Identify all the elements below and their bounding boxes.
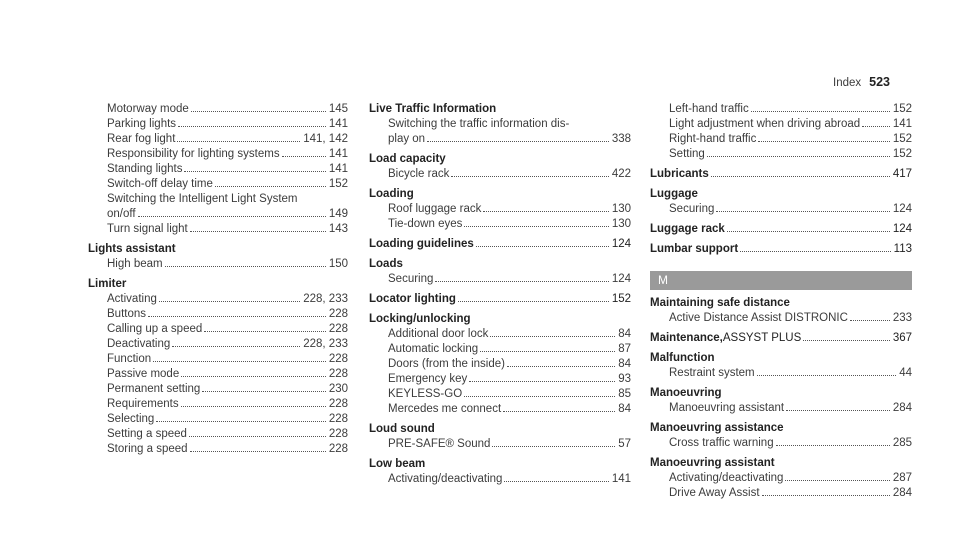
- index-subentry: Manoeuvring assistant: [669, 402, 785, 414]
- index-entry: [369, 312, 631, 417]
- page-reference[interactable]: 124: [892, 203, 912, 215]
- index-heading: Luggage rack: [650, 223, 725, 235]
- index-subentry: Automatic locking: [388, 343, 479, 355]
- index-subentry-row[interactable]: [88, 337, 348, 352]
- index-subentry: Doors (from the inside): [388, 358, 505, 370]
- index-heading: Live Traffic Information: [369, 103, 497, 115]
- index-subentry: Switching the Intelligent Light System: [107, 193, 298, 205]
- index-heading-row[interactable]: [369, 237, 631, 252]
- index-subentry-row[interactable]: [88, 307, 348, 322]
- page-reference[interactable]: 367: [892, 332, 912, 344]
- page-reference[interactable]: 124: [892, 223, 912, 235]
- index-column-2: [369, 102, 631, 487]
- index-subentry: Active Distance Assist DISTRONIC: [669, 312, 848, 324]
- page-reference[interactable]: 228: [328, 368, 348, 380]
- index-subentry: High beam: [107, 258, 163, 270]
- index-heading: Manoeuvring assistant: [650, 457, 775, 469]
- dot-leader: [464, 396, 615, 397]
- index-subentry-row[interactable]: [650, 117, 912, 132]
- page-reference[interactable]: 228: [328, 413, 348, 425]
- dot-leader: [862, 126, 890, 127]
- page-reference[interactable]: 84: [618, 358, 631, 370]
- page-reference[interactable]: 141: [892, 118, 912, 130]
- index-subentry-row[interactable]: [88, 162, 348, 177]
- index-entry: [369, 292, 631, 307]
- index-label: Index: [833, 77, 862, 89]
- index-subentry: Mercedes me connect: [388, 403, 502, 415]
- page-reference[interactable]: 85: [618, 388, 631, 400]
- dot-leader: [507, 366, 615, 367]
- index-heading: Loads: [369, 258, 403, 270]
- index-subentry: Activating/deactivating: [388, 473, 503, 485]
- page-reference[interactable]: 44: [899, 367, 912, 379]
- dot-leader: [172, 346, 300, 347]
- page-reference[interactable]: 145: [328, 103, 348, 115]
- index-subentry-row[interactable]: [88, 442, 348, 457]
- index-heading-row[interactable]: [650, 331, 912, 346]
- index-subentry: Parking lights: [107, 118, 177, 130]
- page-reference[interactable]: 124: [611, 238, 631, 250]
- dot-leader: [785, 480, 889, 481]
- index-subentry: Switching the traffic information dis-: [388, 118, 570, 130]
- index-entry: [650, 102, 912, 162]
- index-heading-row[interactable]: [650, 421, 912, 436]
- page-reference[interactable]: 57: [618, 438, 631, 450]
- index-entry: [369, 187, 631, 232]
- index-heading-row[interactable]: [369, 187, 631, 202]
- index-subentry-row[interactable]: [369, 342, 631, 357]
- index-subentry: Right-hand traffic: [669, 133, 757, 145]
- index-subentry-row[interactable]: [369, 167, 631, 182]
- index-subentry-row[interactable]: [88, 117, 348, 132]
- index-heading: Maintaining safe distance: [650, 297, 790, 309]
- index-subentry: Securing: [388, 273, 434, 285]
- dot-leader: [480, 351, 615, 352]
- index-heading: Malfunction: [650, 352, 715, 364]
- index-entry: [650, 386, 912, 416]
- page-reference[interactable]: 143: [328, 223, 348, 235]
- index-subentry-row[interactable]: [650, 132, 912, 147]
- index-subentry-row[interactable]: [650, 147, 912, 162]
- index-subentry: KEYLESS-GO: [388, 388, 463, 400]
- index-subentry: Function: [107, 353, 152, 365]
- index-entry: [650, 242, 912, 257]
- page-reference[interactable]: 152: [892, 133, 912, 145]
- page-reference[interactable]: 228: [328, 443, 348, 455]
- index-subentry-row[interactable]: [369, 402, 631, 417]
- index-entry: [369, 237, 631, 252]
- index-subentry-row[interactable]: [88, 382, 348, 397]
- index-heading-row[interactable]: [650, 187, 912, 202]
- index-heading: Limiter: [88, 278, 127, 290]
- page-reference[interactable]: 141, 142: [303, 133, 348, 145]
- dot-leader: [490, 336, 615, 337]
- index-subentry-row[interactable]: [369, 272, 631, 287]
- page-reference[interactable]: 228: [328, 353, 348, 365]
- index-subentry: Drive Away Assist: [669, 487, 760, 499]
- index-heading: Loading guidelines: [369, 238, 474, 250]
- dot-leader: [178, 126, 326, 127]
- page-reference[interactable]: 228: [328, 323, 348, 335]
- dot-leader: [153, 361, 326, 362]
- dot-leader: [165, 266, 326, 267]
- index-subentry-row[interactable]: [650, 486, 912, 501]
- index-subentry-row[interactable]: [369, 387, 631, 402]
- index-heading: Luggage: [650, 188, 698, 200]
- dot-leader: [762, 495, 890, 496]
- dot-leader: [776, 445, 890, 446]
- page-reference[interactable]: 149: [328, 208, 348, 220]
- page-reference[interactable]: 113: [893, 243, 912, 255]
- index-heading: Locator lighting: [369, 293, 456, 305]
- index-heading: Maintenance,: [650, 332, 723, 344]
- dot-leader: [181, 376, 326, 377]
- index-subentry: Activating/deactivating: [669, 472, 784, 484]
- dot-leader: [156, 421, 326, 422]
- dot-leader: [464, 226, 608, 227]
- index-subentry-row[interactable]: [88, 412, 348, 427]
- index-subentry: Motorway mode: [107, 103, 189, 115]
- index-subentry-row[interactable]: [369, 437, 631, 452]
- index-subentry-row[interactable]: [88, 132, 348, 147]
- index-subentry-row[interactable]: [88, 192, 348, 207]
- dot-leader: [435, 281, 608, 282]
- page-reference[interactable]: 338: [611, 133, 631, 145]
- index-subentry-row[interactable]: [369, 202, 631, 217]
- dot-leader: [282, 156, 326, 157]
- index-subentry: play on: [388, 133, 426, 145]
- dot-leader: [159, 301, 300, 302]
- page-reference[interactable]: 228: [328, 428, 348, 440]
- page-reference[interactable]: 152: [892, 103, 912, 115]
- index-entry: [369, 102, 631, 147]
- page-reference[interactable]: 152: [328, 178, 348, 190]
- index-heading-row[interactable]: [650, 296, 912, 311]
- page-reference[interactable]: 93: [618, 373, 631, 385]
- index-heading-row[interactable]: [650, 351, 912, 366]
- index-heading-extra: ASSYST PLUS: [722, 332, 802, 344]
- index-subentry-row[interactable]: [650, 311, 912, 326]
- dot-leader: [190, 231, 326, 232]
- index-subentry: Additional door lock: [388, 328, 489, 340]
- index-entry: [650, 222, 912, 237]
- index-subentry-row[interactable]: [650, 471, 912, 486]
- dot-leader: [190, 451, 326, 452]
- index-subentry: Setting a speed: [107, 428, 187, 440]
- index-subentry-row[interactable]: [369, 357, 631, 372]
- dot-leader: [458, 301, 609, 302]
- index-entry: [650, 167, 912, 182]
- page-reference[interactable]: 141: [328, 148, 348, 160]
- dot-leader: [189, 436, 326, 437]
- page-reference[interactable]: 152: [892, 148, 912, 160]
- index-heading: Lights assistant: [88, 243, 176, 255]
- index-heading-row[interactable]: [369, 312, 631, 327]
- page-reference[interactable]: 284: [892, 487, 912, 499]
- index-subentry: Securing: [669, 203, 715, 215]
- index-entry: [650, 296, 912, 326]
- dot-leader: [716, 211, 889, 212]
- index-heading: Loading: [369, 188, 414, 200]
- index-column-3: [650, 102, 912, 501]
- index-subentry: Standing lights: [107, 163, 183, 175]
- page-reference[interactable]: 422: [611, 168, 631, 180]
- index-subentry-row[interactable]: [88, 292, 348, 307]
- page-reference[interactable]: 228: [328, 398, 348, 410]
- index-heading-row[interactable]: [369, 152, 631, 167]
- page-reference[interactable]: 228, 233: [303, 293, 348, 305]
- page-reference[interactable]: 141: [328, 163, 348, 175]
- index-subentry: Storing a speed: [107, 443, 188, 455]
- dot-leader: [148, 316, 326, 317]
- index-heading: Locking/unlocking: [369, 313, 471, 325]
- page-reference[interactable]: 285: [892, 437, 912, 449]
- index-entry: [650, 351, 912, 381]
- dot-leader: [503, 411, 615, 412]
- index-heading: Lubricants: [650, 168, 709, 180]
- index-heading-row[interactable]: [88, 242, 348, 257]
- index-entry: [650, 421, 912, 451]
- index-entry: [88, 242, 348, 272]
- index-heading-row[interactable]: [369, 457, 631, 472]
- index-subentry-row[interactable]: [650, 102, 912, 117]
- index-entry: [369, 422, 631, 452]
- dot-leader: [138, 216, 326, 217]
- index-subentry: PRE-SAFE® Sound: [388, 438, 491, 450]
- dot-leader: [451, 176, 608, 177]
- index-heading-row[interactable]: [650, 386, 912, 401]
- index-subentry: Requirements: [107, 398, 179, 410]
- index-subentry: Turn signal light: [107, 223, 188, 235]
- index-subentry: Light adjustment when driving abroad: [669, 118, 861, 130]
- index-entry: [650, 331, 912, 346]
- dot-leader: [711, 176, 890, 177]
- index-subentry-row[interactable]: [650, 436, 912, 451]
- index-entry: [88, 277, 348, 457]
- index-heading-row[interactable]: [369, 292, 631, 307]
- page-reference[interactable]: 84: [618, 403, 631, 415]
- index-subentry-row[interactable]: [88, 177, 348, 192]
- dot-leader: [803, 340, 890, 341]
- index-subentry: on/off: [107, 208, 136, 220]
- page-reference[interactable]: 284: [892, 402, 912, 414]
- page-reference[interactable]: 87: [618, 343, 631, 355]
- index-heading: Lumbar support: [650, 243, 739, 255]
- page-reference[interactable]: 152: [611, 293, 631, 305]
- dot-leader: [786, 410, 890, 411]
- index-entry: [369, 152, 631, 182]
- dot-leader: [758, 141, 889, 142]
- index-subentry: Emergency key: [388, 373, 468, 385]
- index-subentry: Cross traffic warning: [669, 437, 774, 449]
- index-subentry-row[interactable]: [650, 202, 912, 217]
- index-column-1: [88, 102, 348, 457]
- index-subentry: Setting: [669, 148, 705, 160]
- index-subentry: Permanent setting: [107, 383, 201, 395]
- index-subentry: Restraint system: [669, 367, 755, 379]
- dot-leader: [492, 446, 615, 447]
- dot-leader: [740, 251, 890, 252]
- index-subentry: Calling up a speed: [107, 323, 203, 335]
- dot-leader: [483, 211, 608, 212]
- index-heading-row[interactable]: [369, 422, 631, 437]
- dot-leader: [751, 111, 890, 112]
- index-subentry: Roof luggage rack: [388, 203, 482, 215]
- index-entry: [369, 257, 631, 287]
- index-subentry-row[interactable]: [88, 367, 348, 382]
- page-reference[interactable]: 130: [611, 218, 631, 230]
- page-reference[interactable]: 124: [611, 273, 631, 285]
- index-subentry-row[interactable]: [369, 372, 631, 387]
- index-subentry: Passive mode: [107, 368, 180, 380]
- dot-leader: [202, 391, 325, 392]
- index-subentry-row[interactable]: [369, 217, 631, 232]
- index-subentry: Switch-off delay time: [107, 178, 213, 190]
- index-heading: Load capacity: [369, 153, 446, 165]
- index-subentry: Bicycle rack: [388, 168, 450, 180]
- index-subentry: Rear fog light: [107, 133, 176, 145]
- index-heading: Loud sound: [369, 423, 435, 435]
- page-reference[interactable]: 130: [611, 203, 631, 215]
- dot-leader: [215, 186, 326, 187]
- dot-leader: [850, 320, 890, 321]
- index-subentry: Deactivating: [107, 338, 171, 350]
- index-subentry: Left-hand traffic: [669, 103, 749, 115]
- index-heading-row[interactable]: [650, 242, 912, 257]
- index-entry: [650, 187, 912, 217]
- page-reference[interactable]: 141: [328, 118, 348, 130]
- page-reference[interactable]: 150: [328, 258, 348, 270]
- index-entry: [650, 456, 912, 501]
- index-heading-row[interactable]: [369, 102, 631, 117]
- index-subentry-row[interactable]: [369, 132, 631, 147]
- dot-leader: [757, 375, 897, 376]
- index-subentry-row[interactable]: [88, 207, 348, 222]
- index-subentry-row[interactable]: [369, 472, 631, 487]
- dot-leader: [504, 481, 608, 482]
- index-heading: Manoeuvring: [650, 387, 722, 399]
- dot-leader: [184, 171, 325, 172]
- dot-leader: [476, 246, 609, 247]
- page-reference[interactable]: 228: [328, 308, 348, 320]
- index-subentry-row[interactable]: [88, 352, 348, 367]
- section-letter-bar: M: [650, 271, 912, 290]
- index-heading-row[interactable]: [650, 167, 912, 182]
- dot-leader: [707, 156, 890, 157]
- index-subentry-row[interactable]: [88, 147, 348, 162]
- index-subentry-row[interactable]: [88, 322, 348, 337]
- index-entry: [369, 457, 631, 487]
- dot-leader: [469, 381, 615, 382]
- page-reference[interactable]: 233: [892, 312, 912, 324]
- index-heading-row[interactable]: [650, 222, 912, 237]
- dot-leader: [177, 141, 300, 142]
- page-reference[interactable]: 141: [611, 473, 631, 485]
- index-subentry-row[interactable]: [369, 327, 631, 342]
- dot-leader: [204, 331, 326, 332]
- index-heading-row[interactable]: [650, 456, 912, 471]
- index-subentry-row[interactable]: [88, 427, 348, 442]
- index-subentry: Tie-down eyes: [388, 218, 463, 230]
- index-heading-row[interactable]: [88, 277, 348, 292]
- index-subentry-row[interactable]: [88, 257, 348, 272]
- index-subentry-row[interactable]: [369, 117, 631, 132]
- index-subentry-row[interactable]: [88, 102, 348, 117]
- index-subentry-row[interactable]: [650, 401, 912, 416]
- index-subentry-row[interactable]: [88, 222, 348, 237]
- dot-leader: [727, 231, 890, 232]
- index-subentry-row[interactable]: [88, 397, 348, 412]
- index-subentry: Selecting: [107, 413, 155, 425]
- dot-leader: [427, 141, 609, 142]
- page-reference[interactable]: 228, 233: [303, 338, 348, 350]
- index-heading: Low beam: [369, 458, 426, 470]
- index-heading-row[interactable]: [369, 257, 631, 272]
- index-subentry-row[interactable]: [650, 366, 912, 381]
- page-number: 523: [869, 75, 890, 89]
- page-reference[interactable]: 230: [328, 383, 348, 395]
- index-entry: [88, 102, 348, 237]
- index-heading: Manoeuvring assistance: [650, 422, 784, 434]
- index-subentry: Buttons: [107, 308, 146, 320]
- page-reference[interactable]: 417: [892, 168, 912, 180]
- index-subentry: Responsibility for lighting systems: [107, 148, 280, 160]
- page-reference[interactable]: 287: [892, 472, 912, 484]
- page-header: [833, 75, 890, 89]
- page-reference[interactable]: 84: [618, 328, 631, 340]
- index-subentry: Activating: [107, 293, 157, 305]
- dot-leader: [181, 406, 326, 407]
- dot-leader: [191, 111, 326, 112]
